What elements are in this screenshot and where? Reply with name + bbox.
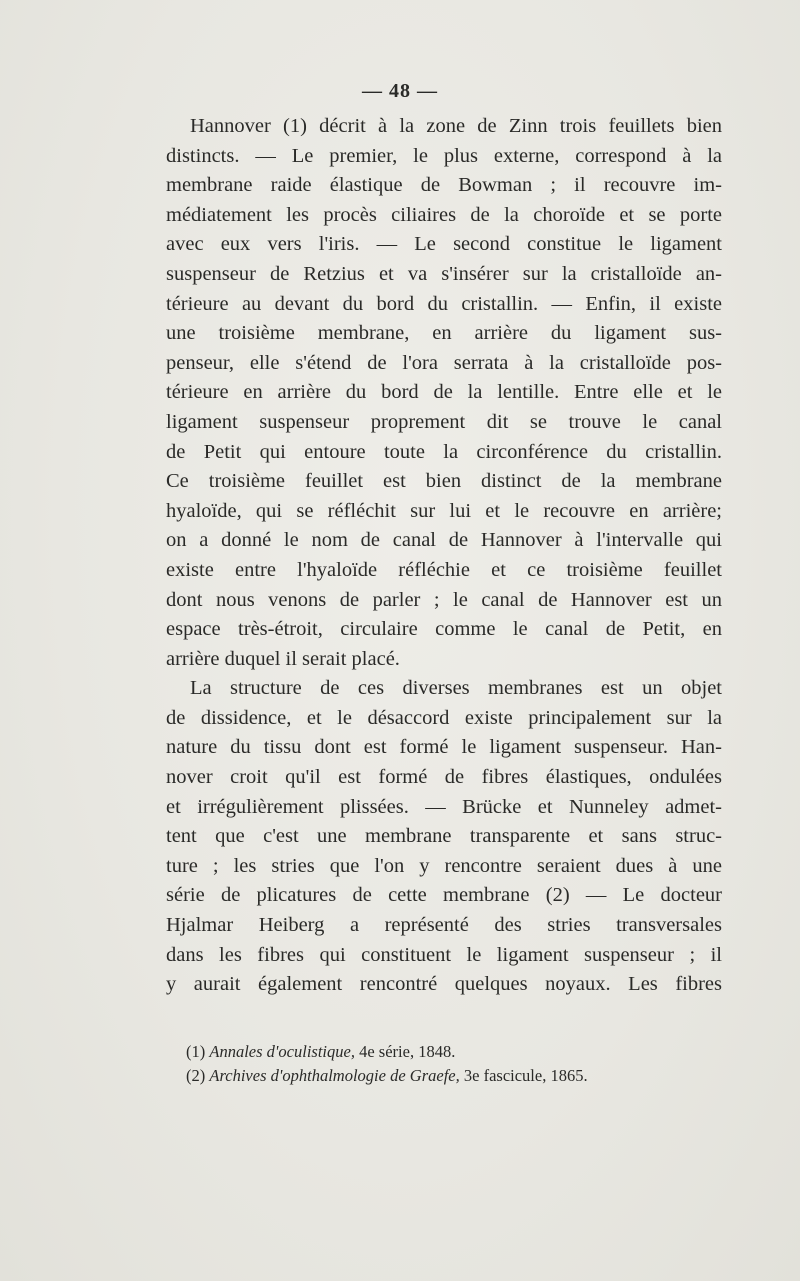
text-line: espace très-étroit, circulaire comme le canal de Petit, en	[166, 618, 722, 641]
text-line: dans les fibres qui constituent le ligament suspenseur ; il	[166, 943, 722, 966]
footnotes	[186, 1040, 706, 1088]
text-line: médiatement les procès ciliaires de la choroïde et se porte	[166, 203, 722, 226]
text-line: nover croit qu'il est formé de fibres élastiques, ondulées	[166, 766, 722, 789]
text-line: La structure de ces diverses membranes est un objet	[190, 677, 722, 700]
footnote-source: Annales d'oculistique,	[209, 1042, 355, 1061]
page-number: — 48 —	[362, 80, 438, 102]
text-line: hyaloïde, qui se réfléchit sur lui et le recouvre en arrière;	[166, 499, 722, 522]
text-line: de Petit qui entoure toute la circonférence du cristallin.	[166, 440, 722, 463]
text-line: tent que c'est une membrane transparente et sans struc-	[166, 825, 722, 848]
text-line: ligament suspenseur proprement dit se trouve le canal	[166, 410, 722, 433]
body-text	[166, 112, 722, 1000]
text-line: avec eux vers l'iris. — Le second constitue le ligament	[166, 233, 722, 256]
footnote-number: (2)	[186, 1066, 210, 1085]
footnote-source: Archives d'ophthalmologie de Graefe,	[209, 1066, 460, 1085]
text-line: et irrégulièrement plissées. — Brücke et Nunneley admet-	[166, 795, 722, 818]
footnote-details: 4e série, 1848.	[354, 1042, 456, 1061]
text-line: y aurait également rencontré quelques noyaux. Les fibres	[166, 973, 722, 996]
footnote-details: 3e fascicule, 1865.	[459, 1066, 588, 1085]
text-line: Hjalmar Heiberg a représenté des stries transversales	[166, 914, 722, 937]
text-line: penseur, elle s'étend de l'ora serrata à la cristalloïde pos-	[166, 351, 722, 374]
text-line: Hannover (1) décrit à la zone de Zinn trois feuillets bien	[190, 115, 722, 137]
text-line: existe entre l'hyaloïde réfléchie et ce troisième feuillet	[166, 558, 722, 581]
footnote	[186, 1064, 706, 1088]
footnote	[186, 1040, 706, 1064]
text-line: nature du tissu dont est formé le ligament suspenseur. Han-	[166, 736, 722, 759]
text-line: dont nous venons de parler ; le canal de Hannover est un	[166, 588, 722, 611]
text-line: de dissidence, et le désaccord existe principalement sur la	[166, 706, 722, 729]
footnote-number: (1)	[186, 1042, 210, 1061]
text-line: membrane raide élastique de Bowman ; il recouvre im-	[166, 174, 722, 197]
text-line: on a donné le nom de canal de Hannover à l'intervalle qui	[166, 529, 722, 552]
text-line: térieure en arrière du bord de la lentille. Entre elle et le	[166, 381, 722, 404]
text-line: suspenseur de Retzius et va s'insérer sur la cristalloïde an-	[166, 262, 722, 285]
text-line: arrière duquel il serait placé.	[166, 647, 400, 670]
text-line: distincts. — Le premier, le plus externe, correspond à la	[166, 144, 722, 167]
text-line: térieure au devant du bord du cristallin. — Enfin, il existe	[166, 292, 722, 315]
text-line: Ce troisième feuillet est bien distinct de la membrane	[166, 470, 722, 493]
text-line: ture ; les stries que l'on y rencontre seraient dues à une	[166, 854, 722, 877]
text-line: une troisième membrane, en arrière du ligament sus-	[166, 322, 722, 345]
text-line: série de plicatures de cette membrane (2) — Le docteur	[166, 884, 722, 907]
